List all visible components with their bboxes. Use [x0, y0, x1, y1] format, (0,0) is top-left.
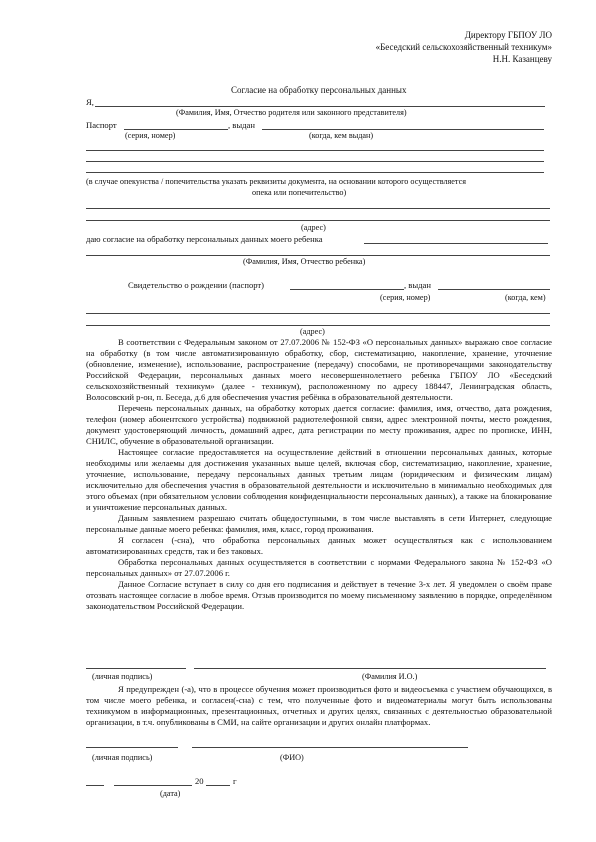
- i-label: Я,: [86, 97, 94, 107]
- birth-certificate-issuer-field[interactable]: [438, 289, 550, 290]
- blank-line[interactable]: [86, 208, 550, 209]
- birth-certificate-series-field[interactable]: [290, 289, 404, 290]
- address-caption: (адрес): [301, 223, 326, 232]
- date-year-prefix: 20: [195, 776, 204, 786]
- signature-field[interactable]: [86, 747, 178, 748]
- blank-line[interactable]: [86, 150, 544, 151]
- blank-line[interactable]: [86, 172, 544, 173]
- full-name-caption: (Фамилия И.О.): [362, 672, 418, 681]
- birth-certificate-series-caption: (серия, номер): [380, 293, 431, 302]
- document-title: Согласие на обработку персональных данных: [231, 85, 407, 95]
- passport-issuer-caption: (когда, кем выдан): [309, 131, 374, 140]
- blank-line[interactable]: [86, 313, 550, 314]
- birth-certificate-issued-label: , выдан: [404, 280, 431, 290]
- passport-issuer-field[interactable]: [262, 129, 544, 130]
- photo-consent: [86, 684, 552, 728]
- addressee-line-3: Н.Н. Казанцеву: [492, 54, 552, 64]
- consent-child-label: даю согласие на обработку персональных данных моего ребенка: [86, 234, 323, 244]
- paragraph: Я согласен (-сна), что обработка персональных данных может осуществляться как с использованием автоматизированных средств, так и без таковых.: [86, 535, 552, 556]
- date-year-suffix: г: [233, 776, 237, 786]
- guardianship-note-line-2: опека или попечительство): [252, 188, 347, 197]
- paragraph: Данное Согласие вступает в силу со дня его подписания и действует в течение 3-х лет. Я уведомлен о своём праве отозвать настоящее согласие в любое время. Отзыв производится по моему письменному заявлению в порядке, определённом законодательством Российской Федерации.: [86, 579, 552, 611]
- birth-certificate-label: Свидетельство о рождении (паспорт): [128, 280, 265, 290]
- addressee-line-2: «Беседский сельскохозяйственный техникум»: [375, 42, 552, 52]
- blank-line[interactable]: [86, 220, 550, 221]
- blank-line[interactable]: [86, 161, 544, 162]
- consent-body: [86, 337, 552, 612]
- personal-signature-caption: (личная подпись): [92, 672, 153, 681]
- full-name-caption: (ФИО): [280, 753, 304, 762]
- guardianship-note-line-1: (в случае опекунства / попечительства указать реквизиты документа, на основании которого осуществляется: [86, 177, 467, 186]
- passport-issued-label: , выдан: [228, 120, 255, 130]
- passport-label: Паспорт: [86, 120, 117, 130]
- date-caption: (дата): [160, 789, 181, 798]
- paragraph: Настоящее согласие предоставляется на осуществление действий в отношении персональных данных, которые необходимы или желаемы для достижения указанных выше целей, включая сбор, систематизацию, накопление, хранение, уточнение, использование, передачу персональных данных третьим лицам (юридическим и физическим лицам) исключительно для обеспечения участия в образовательной деятельности и исключительно в минимально необходимых для этого объемах (при обязательном условии соблюдения конфиденциальности персональных данных), а также на блокирование и уничтожение персональных данных.: [86, 447, 552, 512]
- date-year-field[interactable]: [206, 785, 230, 786]
- paragraph: Перечень персональных данных, на обработку которых дается согласие: фамилия, имя, отчество, дата рождения, телефон (номер абонентского устройства) подвижной радиотелефонной связи, адрес электронной почты, место рождения, документ удостоверяющий личность, домашний адрес, дата регистрации по месту проживания, адрес по прописке, ИНН, СНИЛС, обучение в образовательной организации.: [86, 403, 552, 446]
- address-caption: (адрес): [300, 327, 325, 336]
- paragraph: Я предупрежден (-а), что в процессе обучения может производиться фото и видеосъемка с участием обучающихся, в том числе моего ребенка, и согласен(-сна) с тем, что полученные фото и видеоматериалы могут быть использованы техникумом в информационных, презентационных, отчетных и других целях, связанных с деятельностью образовательной организации, в т.ч. опубликованы в СМИ, на сайте организации и других онлайн платформах.: [86, 684, 552, 727]
- birth-certificate-issuer-caption: (когда, кем): [505, 293, 546, 302]
- full-name-field[interactable]: [194, 668, 546, 669]
- date-day-field[interactable]: [86, 785, 104, 786]
- child-name-field[interactable]: [364, 243, 548, 244]
- child-name-caption: (Фамилия, Имя, Отчество ребенка): [243, 257, 366, 266]
- full-name-field[interactable]: [192, 747, 468, 748]
- personal-signature-caption: (личная подпись): [92, 753, 153, 762]
- signature-field[interactable]: [86, 668, 186, 669]
- addressee-line-1: Директору ГБПОУ ЛО: [464, 30, 552, 40]
- date-month-field[interactable]: [114, 785, 192, 786]
- applicant-name-caption: (Фамилия, Имя, Отчество родителя или законного представителя): [176, 108, 407, 117]
- paragraph: Данным заявлением разрешаю считать общедоступными, в том числе выставлять в сети Интернет, следующие персональные данные моего ребенка: фамилия, имя, класс, город проживания.: [86, 513, 552, 534]
- paragraph: В соответствии с Федеральным законом от 27.07.2006 № 152-ФЗ «О персональных данных» выражаю свое согласие на обработку (в том числе автоматизированную обработку, сбор, систематизацию, накопление, хранение, уточнение (обновление, изменение), использование, распространение (передачу) способами, не противоречащими законодательству Российской Федерации, персональных данных моего несовершеннолетнего ребенка ГБПОУ ЛО «Беседский сельскохозяйственный техникум» (далее - техникум), расположенному по адресу 188447, Ленинградская область, Волосовский р-он, п. Беседа, д.6 для обеспечения участия ребёнка в образовательной деятельности.: [86, 337, 552, 402]
- passport-series-caption: (серия, номер): [125, 131, 176, 140]
- paragraph: Обработка персональных данных осуществляется в соответствии с нормами Федерального закона № 152-ФЗ «О персональных данных» от 27.07.2006 г.: [86, 557, 552, 578]
